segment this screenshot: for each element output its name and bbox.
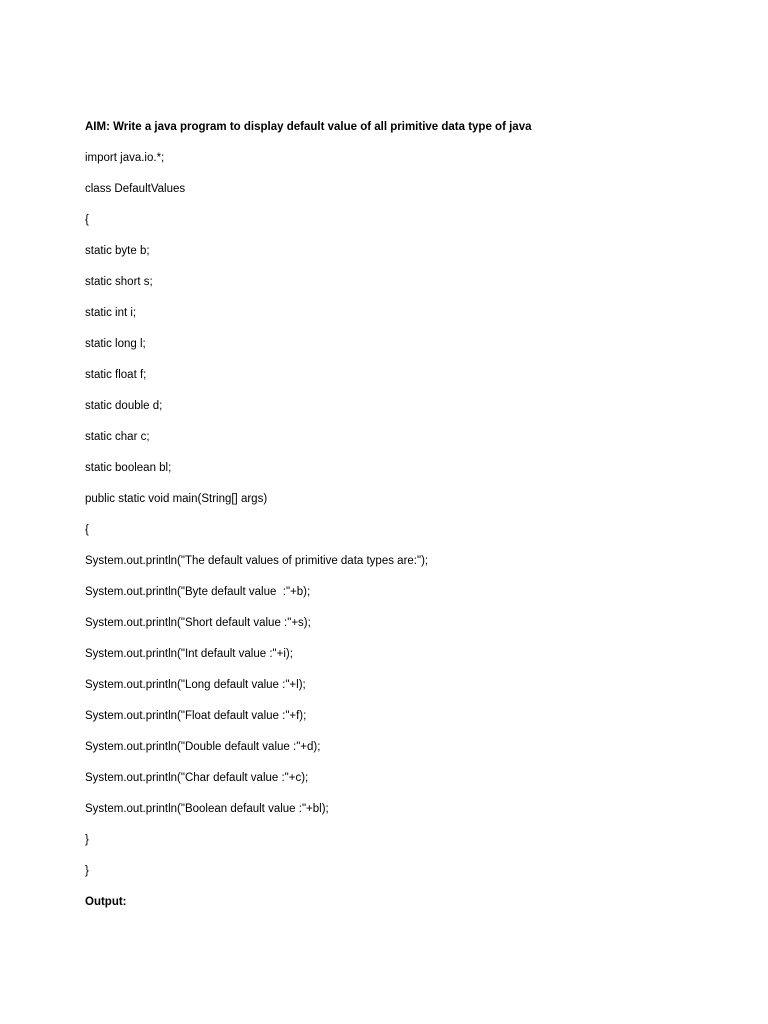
code-line: System.out.println("Boolean default value :"+bl);	[85, 803, 329, 815]
code-line: System.out.println("Float default value :"+f);	[85, 710, 307, 722]
code-line: }	[85, 865, 89, 877]
output-heading: Output:	[85, 896, 127, 908]
code-line: System.out.println("Long default value :"+l);	[85, 679, 306, 691]
code-line: public static void main(String[] args)	[85, 493, 268, 505]
code-line: static byte b;	[85, 245, 150, 257]
aim-heading: AIM: Write a java program to display default value of all primitive data type of java	[85, 121, 532, 133]
code-line: System.out.println("The default values of primitive data types are:");	[85, 555, 429, 567]
code-line: class DefaultValues	[85, 183, 186, 195]
code-line: System.out.println("Byte default value :"+b);	[85, 586, 311, 598]
code-line: static short s;	[85, 276, 153, 288]
code-line: static char c;	[85, 431, 150, 443]
code-line: }	[85, 834, 89, 846]
code-line: static boolean bl;	[85, 462, 172, 474]
code-line: System.out.println("Short default value :"+s);	[85, 617, 311, 629]
code-line: System.out.println("Char default value :"+c);	[85, 772, 309, 784]
code-line: static float f;	[85, 369, 147, 381]
document-body	[85, 119, 725, 925]
code-line: {	[85, 214, 89, 226]
code-line: static long l;	[85, 338, 146, 350]
code-line: import java.io.*;	[85, 152, 165, 164]
code-line: System.out.println("Double default value :"+d);	[85, 741, 321, 753]
code-line: static double d;	[85, 400, 163, 412]
code-line: System.out.println("Int default value :"+i);	[85, 648, 293, 660]
code-line: {	[85, 524, 89, 536]
code-line: static int i;	[85, 307, 137, 319]
